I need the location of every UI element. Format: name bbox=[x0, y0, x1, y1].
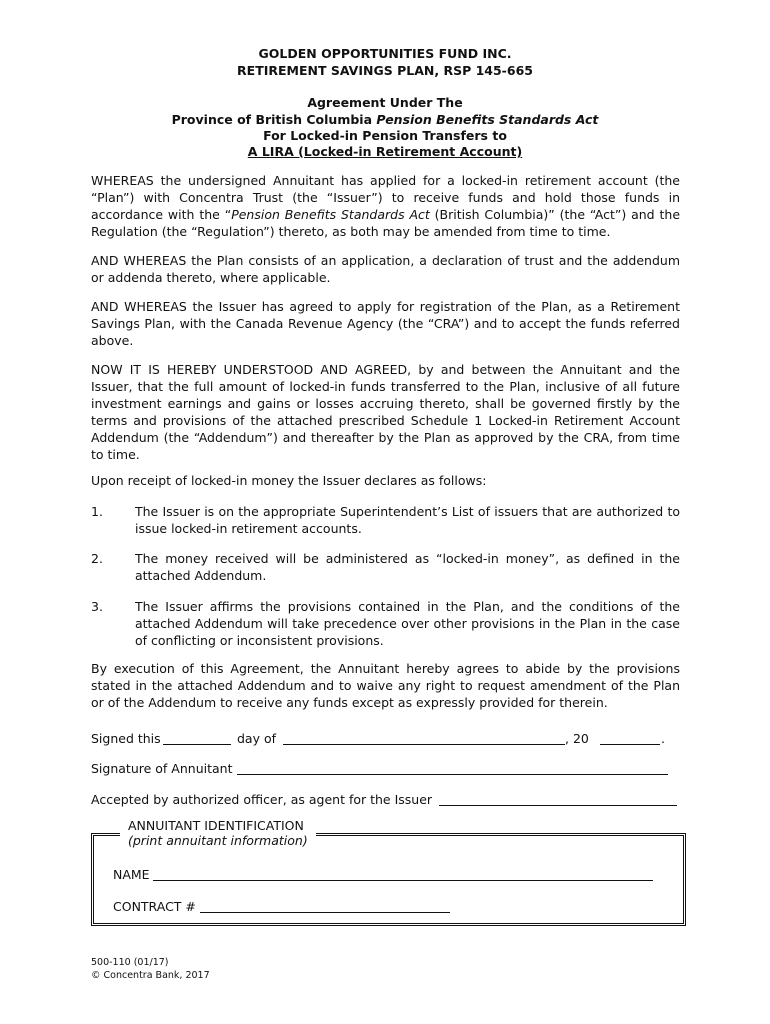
list-item-number: 1. bbox=[91, 504, 103, 519]
name-field[interactable] bbox=[153, 880, 653, 881]
upon-receipt-paragraph: Upon receipt of locked-in money the Issuer declares as follows: bbox=[91, 473, 487, 488]
name-label: NAME bbox=[113, 867, 150, 882]
year-field[interactable] bbox=[600, 744, 660, 745]
annuitant-signature-field[interactable] bbox=[237, 774, 668, 775]
list-item-number: 3. bbox=[91, 599, 103, 614]
day-of-label: day of bbox=[237, 731, 277, 746]
copyright: © Concentra Bank, 2017 bbox=[91, 970, 210, 981]
whereas-act-name: Pension Benefits Standards Act bbox=[231, 207, 430, 222]
execution-paragraph: By execution of this Agreement, the Annuitant hereby agrees to abide by the provisions stated in the attached Addendum and to waive any right to request amendment of the Plan or of the Addendum to receive any funds except as expressly provided for therein. bbox=[91, 661, 680, 710]
transfers-heading: For Locked-in Pension Transfers to bbox=[263, 128, 507, 143]
contract-field[interactable] bbox=[200, 912, 450, 913]
year-prefix-label: , 20 bbox=[565, 731, 589, 746]
whereas-text-b: (British Columbia)” (the “Act”) and the Regulation (the “Regulation”) thereto, as both may be amended from time to time. bbox=[91, 207, 681, 239]
now-it-is-paragraph: NOW IT IS HEREBY UNDERSTOOD AND AGREED, by and between the Annuitant and the Issuer, that the full amount of locked-in funds transferred to the Plan, inclusive of all future investment earnings and gains or losses accruing thereto, shall be governed firstly by the terms and provisions of the attached prescribed Schedule 1 Locked-in Retirement Account Addendum (the “Addendum”) and thereafter by the Plan as approved by the CRA, from time to time. bbox=[91, 362, 680, 462]
agreement-heading: Agreement Under The bbox=[307, 95, 463, 110]
officer-signature-field[interactable] bbox=[439, 805, 677, 806]
signed-this-label: Signed this bbox=[91, 731, 161, 746]
act-name: Pension Benefits Standards Act bbox=[376, 112, 599, 127]
whereas-paragraph bbox=[91, 172, 680, 240]
and-whereas-plan-paragraph: AND WHEREAS the Plan consists of an application, a declaration of trust and the addendum or addenda thereto, where applicable. bbox=[91, 253, 680, 285]
list-item-text: The Issuer is on the appropriate Superintendent’s List of issuers that are authorized to issue locked-in retirement accounts. bbox=[135, 504, 680, 536]
day-field[interactable] bbox=[163, 744, 231, 745]
accepted-label: Accepted by authorized officer, as agent for the Issuer bbox=[91, 792, 433, 807]
and-whereas-issuer-paragraph: AND WHEREAS the Issuer has agreed to apply for registration of the Plan, as a Retirement Savings Plan, with the Canada Revenue Agency (the “CRA”) and to accept the funds referred above. bbox=[91, 299, 680, 348]
list-item-text: The money received will be administered as “locked-in money”, as defined in the attached Addendum. bbox=[135, 551, 680, 583]
identification-subtitle: (print annuitant information) bbox=[128, 833, 308, 848]
province-heading bbox=[0, 111, 770, 128]
plan-title: RETIREMENT SAVINGS PLAN, RSP 145-665 bbox=[237, 63, 533, 78]
footer bbox=[91, 956, 210, 982]
signature-label: Signature of Annuitant bbox=[91, 761, 233, 776]
lira-heading: A LIRA (Locked-in Retirement Account) bbox=[247, 144, 523, 159]
period-mark: . bbox=[661, 731, 665, 746]
province-prefix: Province of British Columbia bbox=[171, 112, 377, 127]
form-code: 500-110 (01/17) bbox=[91, 957, 169, 968]
identification-box-title bbox=[120, 818, 316, 848]
company-title: GOLDEN OPPORTUNITIES FUND INC. bbox=[258, 46, 512, 61]
month-field[interactable] bbox=[283, 744, 565, 745]
contract-label: CONTRACT # bbox=[113, 899, 196, 914]
identification-title: ANNUITANT IDENTIFICATION bbox=[128, 818, 304, 833]
list-item-text: The Issuer affirms the provisions contained in the Plan, and the conditions of the attached Addendum will take precedence over other provisions in the Plan in the case of conflicting or inconsistent provisions. bbox=[135, 599, 680, 648]
whereas-text-a: WHEREAS the undersigned Annuitant has applied for a locked-in retirement account (the “Plan”) with Concentra Trust (the “Issuer”) to receive funds and hold those funds in accordance with the “ bbox=[91, 173, 680, 222]
list-item-number: 2. bbox=[91, 551, 103, 566]
